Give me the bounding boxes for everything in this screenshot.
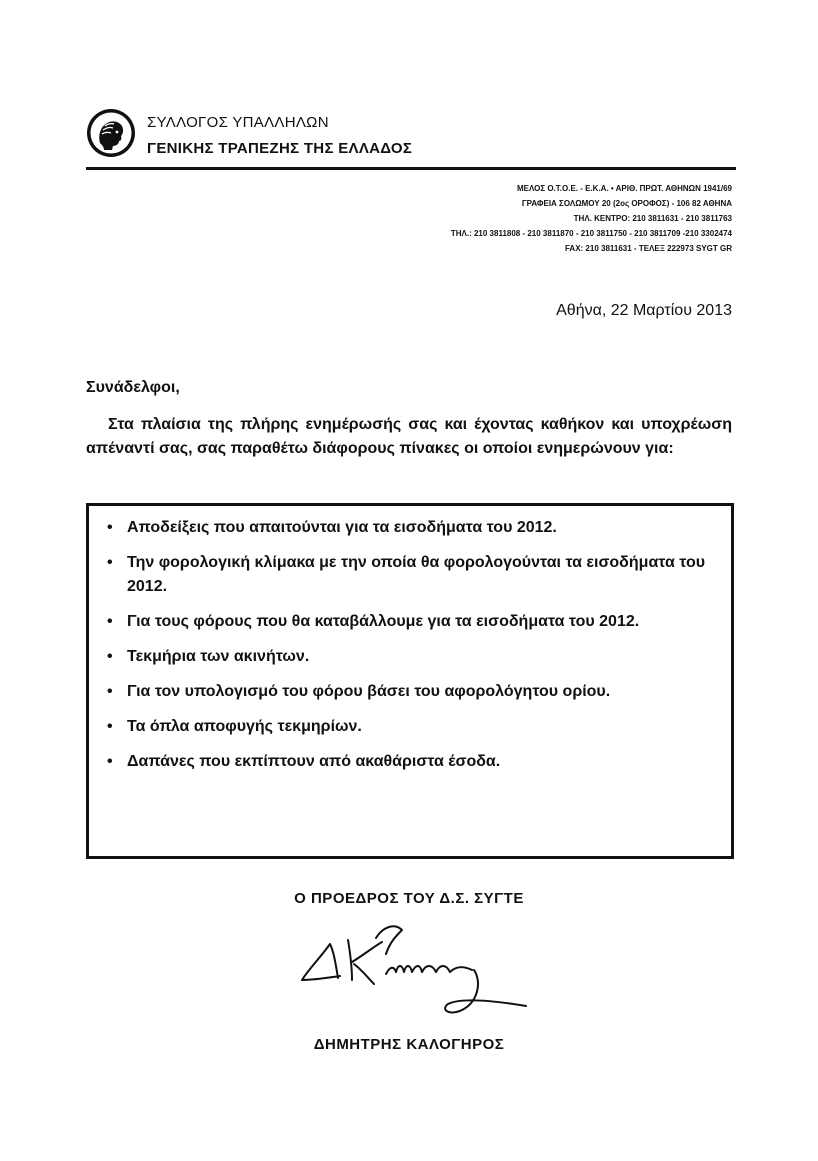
contact-line: ΤΗΛ.: 210 3811808 - 210 3811870 - 210 3811750 - 210 3811709 -210 3302474 bbox=[450, 229, 732, 238]
list-item bbox=[107, 516, 719, 540]
intro-text: Στα πλαίσια της πλήρης ενημέρωσής σας και έχοντας καθήκον και υποχρέωση απέναντί σας, σας παραθέτω διάφορους πίνακες οι οποίοι ενημερώνουν για: bbox=[86, 416, 732, 457]
greek-coin-head-icon bbox=[86, 108, 136, 158]
greeting: Συνάδελφοι, bbox=[86, 379, 180, 396]
bullet-icon: • bbox=[107, 554, 113, 571]
list-item-text: Για τον υπολογισμό του φόρου βάσει του αφορολόγητου ορίου. bbox=[127, 683, 611, 700]
organization-name-line1: ΣΥΛΛΟΓΟΣ ΥΠΑΛΛΗΛΩΝ bbox=[147, 114, 329, 131]
contact-line: FAX: 210 3811631 - ΤΕΛΕΞ 222973 SYGT GR bbox=[564, 244, 732, 253]
letter-date: Αθήνα, 22 Μαρτίου 2013 bbox=[556, 302, 732, 319]
organization-name-line2: ΓΕΝΙΚΗΣ ΤΡΑΠΕΖΗΣ ΤΗΣ ΕΛΛΑΔΟΣ bbox=[147, 140, 413, 157]
header-divider bbox=[86, 167, 736, 170]
bullet-icon: • bbox=[107, 753, 113, 770]
bullet-icon: • bbox=[107, 683, 113, 700]
list-item bbox=[107, 551, 719, 599]
signatory-name: ΔΗΜΗΤΡΗΣ ΚΑΛΟΓΗΡΟΣ bbox=[313, 1036, 505, 1053]
list-item-text: Για τους φόρους που θα καταβάλλουμε για τα εισοδήματα του 2012. bbox=[127, 613, 640, 630]
bullet-icon: • bbox=[107, 718, 113, 735]
list-item-text: Την φορολογική κλίμακα με την οποία θα φορολογούνται τα εισοδήματα του 2012. bbox=[127, 554, 706, 595]
list-item bbox=[107, 750, 719, 774]
list-item bbox=[107, 645, 719, 669]
bullet-icon: • bbox=[107, 613, 113, 630]
list-item-text: Αποδείξεις που απαιτούνται για τα εισοδήματα του 2012. bbox=[127, 519, 557, 536]
handwritten-signature bbox=[290, 918, 530, 1030]
bullet-icon: • bbox=[107, 519, 113, 536]
contact-line: ΜΕΛΟΣ Ο.Τ.Ο.Ε. - Ε.Κ.Α. • ΑΡΙΘ. ΠΡΩΤ. ΑΘΗΝΩΝ 1941/69 bbox=[516, 184, 732, 193]
topics-list bbox=[89, 506, 731, 774]
topics-box bbox=[86, 503, 734, 859]
list-item-text: Δαπάνες που εκπίπτουν από ακαθάριστα έσοδα. bbox=[127, 753, 501, 770]
contact-block bbox=[451, 181, 732, 256]
list-item-text: Τα όπλα αποφυγής τεκμηρίων. bbox=[127, 718, 362, 735]
list-item bbox=[107, 715, 719, 739]
signatory-title: Ο ΠΡΟΕΔΡΟΣ ΤΟΥ Δ.Σ. ΣΥΓΤΕ bbox=[294, 890, 524, 907]
intro-paragraph bbox=[86, 413, 732, 461]
bullet-icon: • bbox=[107, 648, 113, 665]
contact-line: ΤΗΛ. ΚΕΝΤΡΟ: 210 3811631 - 210 3811763 bbox=[573, 214, 732, 223]
list-item bbox=[107, 610, 719, 634]
contact-line: ΓΡΑΦΕΙΑ ΣΟΛΩΜΟΥ 20 (2ος ΟΡΟΦΟΣ) - 106 82 ΑΘΗΝΑ bbox=[521, 199, 732, 208]
list-item bbox=[107, 680, 719, 704]
list-item-text: Τεκμήρια των ακινήτων. bbox=[127, 648, 310, 665]
